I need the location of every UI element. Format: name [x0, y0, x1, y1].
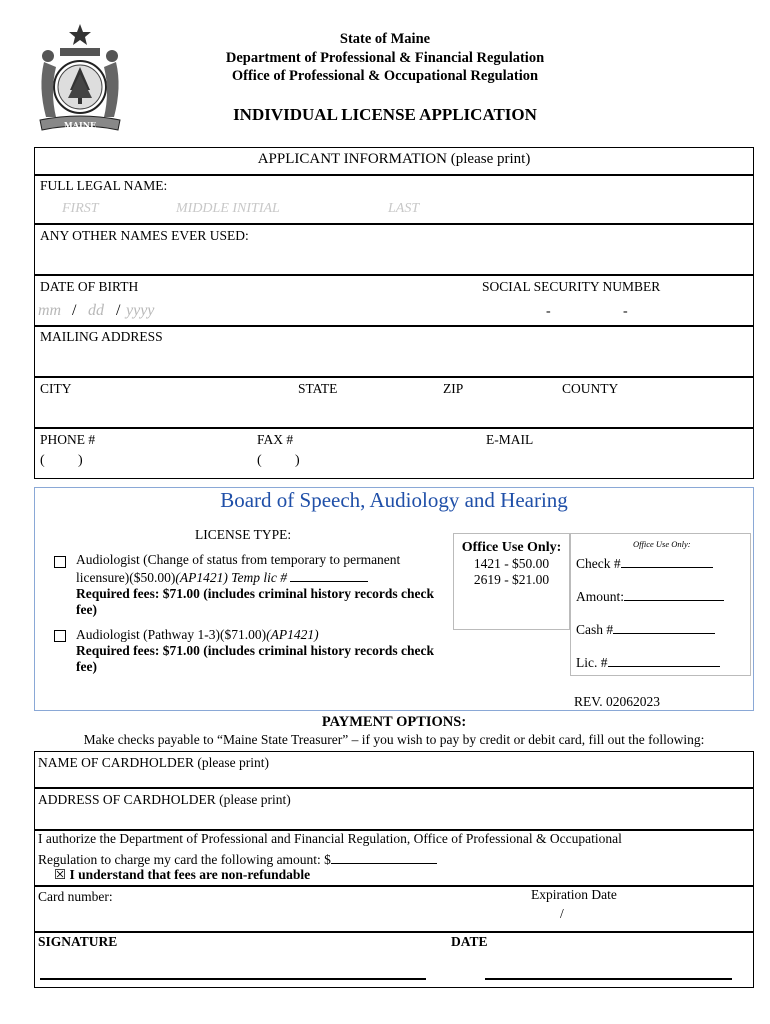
- expiration-label: Expiration Date: [531, 887, 617, 902]
- expiration-slash: /: [560, 906, 564, 921]
- dob-dd: dd: [88, 302, 104, 319]
- office-use-payment-box: [570, 533, 751, 676]
- phone-paren-open: (: [40, 453, 45, 468]
- authorize-line-1: I authorize the Department of Professional and Financial Regulation, Office of Professional & Occupational: [38, 831, 622, 846]
- option-2-code: (AP1421): [266, 627, 319, 642]
- cardholder-address-label: ADDRESS OF CARDHOLDER (please print): [38, 792, 291, 807]
- cash-number-label: Cash #: [576, 620, 715, 638]
- dob-slash-1: /: [72, 302, 77, 319]
- city-label: CITY: [40, 381, 72, 396]
- option-1-fees: Required fees: $71.00 (includes criminal history records check fee): [76, 586, 434, 617]
- dob-slash-2: /: [116, 302, 121, 319]
- dob-mm: mm: [38, 302, 62, 319]
- fax-field[interactable]: [255, 451, 475, 473]
- license-number-label: Lic. #: [576, 653, 720, 671]
- other-names-label: ANY OTHER NAMES EVER USED:: [40, 228, 249, 243]
- amount-label: Amount:: [576, 587, 724, 605]
- ssn-field[interactable]: [480, 300, 748, 324]
- office-use-codes-box: [453, 533, 570, 630]
- phone-label: PHONE #: [40, 432, 96, 447]
- check-number-field[interactable]: [621, 554, 713, 568]
- check-number-label: Check #: [576, 554, 713, 572]
- nonrefundable-label: I understand that fees are non-refundable: [69, 867, 311, 882]
- nonrefundable-checkbox[interactable]: ☒: [54, 867, 67, 882]
- license-number-field[interactable]: [608, 653, 720, 667]
- temp-license-number-field[interactable]: [290, 568, 368, 582]
- fax-paren-close: ): [295, 453, 300, 468]
- middle-initial-placeholder: MIDDLE INITIAL: [176, 201, 280, 216]
- fax-paren-open: (: [257, 453, 262, 468]
- header-department: Department of Professional & Financial Regulation: [225, 50, 545, 66]
- last-name-placeholder: LAST: [388, 201, 420, 216]
- cardholder-name-label: NAME OF CARDHOLDER (please print): [38, 755, 269, 770]
- office-code-1421: 1421 - $50.00: [473, 556, 550, 571]
- option-2-description: Audiologist (Pathway 1-3)($71.00): [76, 627, 267, 642]
- option-1-description: Audiologist (Change of status from temporary to permanent licensure)($50.00): [76, 552, 401, 585]
- ssn-dash-1: -: [546, 304, 551, 319]
- mailing-address-label: MAILING ADDRESS: [40, 329, 163, 344]
- mailing-address-field[interactable]: [38, 347, 748, 374]
- signature-label: SIGNATURE: [38, 934, 118, 949]
- payment-instructions: Make checks payable to “Maine State Treasurer” – if you wish to pay by credit or debit card, fill out the following:: [83, 732, 705, 747]
- option-audiologist-pathway-checkbox[interactable]: [54, 630, 66, 642]
- city-field[interactable]: [38, 398, 288, 425]
- header-state: State of Maine: [339, 31, 431, 47]
- first-name-placeholder: FIRST: [62, 201, 99, 216]
- office-use-small-label: Office Use Only:: [633, 539, 691, 549]
- option-2-fees: Required fees: $71.00 (includes criminal history records check fee): [76, 643, 434, 674]
- fax-label: FAX #: [257, 432, 294, 447]
- zip-label: ZIP: [443, 381, 464, 396]
- ssn-label: SOCIAL SECURITY NUMBER: [482, 279, 661, 294]
- revision-label: REV. 02062023: [574, 694, 661, 709]
- state-label: STATE: [298, 381, 338, 396]
- county-label: COUNTY: [562, 381, 619, 396]
- signature-line[interactable]: [40, 958, 426, 980]
- cardholder-address-field[interactable]: [36, 809, 750, 827]
- full-legal-name-field[interactable]: [38, 196, 748, 220]
- other-names-field[interactable]: [38, 246, 748, 272]
- seal-text: MAINE: [63, 120, 97, 130]
- header-office: Office of Professional & Occupational Regulation: [231, 68, 539, 84]
- license-type-label: LICENSE TYPE:: [195, 527, 292, 542]
- office-code-2619: 2619 - $21.00: [473, 572, 550, 587]
- zip-field[interactable]: [441, 398, 556, 425]
- option-audiologist-pathway-text: [76, 627, 446, 675]
- expiration-field[interactable]: [530, 904, 748, 929]
- card-number-field[interactable]: [36, 906, 516, 929]
- option-audiologist-temp-checkbox[interactable]: [54, 556, 66, 568]
- page-title: INDIVIDUAL LICENSE APPLICATION: [233, 105, 537, 124]
- dob-field[interactable]: [38, 300, 298, 324]
- cardholder-name-field[interactable]: [36, 770, 750, 786]
- county-field[interactable]: [560, 398, 748, 425]
- option-1-code: (AP1421) Temp lic #: [175, 570, 287, 585]
- dob-yyyy: yyyy: [126, 302, 155, 319]
- dob-label: DATE OF BIRTH: [40, 279, 139, 294]
- option-audiologist-temp-text: [76, 552, 446, 618]
- applicant-section-title: APPLICANT INFORMATION (please print): [257, 151, 531, 167]
- phone-field[interactable]: [38, 451, 248, 473]
- email-field[interactable]: [484, 451, 748, 473]
- office-use-title: Office Use Only:: [461, 540, 562, 555]
- board-title: Board of Speech, Audiology and Hearing: [220, 488, 568, 512]
- ssn-dash-2: -: [623, 304, 628, 319]
- amount-field[interactable]: [624, 587, 724, 601]
- cash-number-field[interactable]: [613, 620, 715, 634]
- charge-amount-field[interactable]: [331, 850, 437, 864]
- phone-paren-close: ): [78, 453, 83, 468]
- date-line[interactable]: [485, 958, 732, 980]
- authorize-line-2: Regulation to charge my card the following amount: $: [38, 852, 331, 867]
- payment-options-title: PAYMENT OPTIONS:: [321, 714, 467, 730]
- date-label: DATE: [451, 934, 488, 949]
- state-seal-logo: [30, 22, 130, 134]
- card-number-label: Card number:: [38, 889, 113, 904]
- email-label: E-MAIL: [486, 432, 534, 447]
- full-legal-name-label: FULL LEGAL NAME:: [40, 178, 168, 193]
- state-field[interactable]: [296, 398, 436, 425]
